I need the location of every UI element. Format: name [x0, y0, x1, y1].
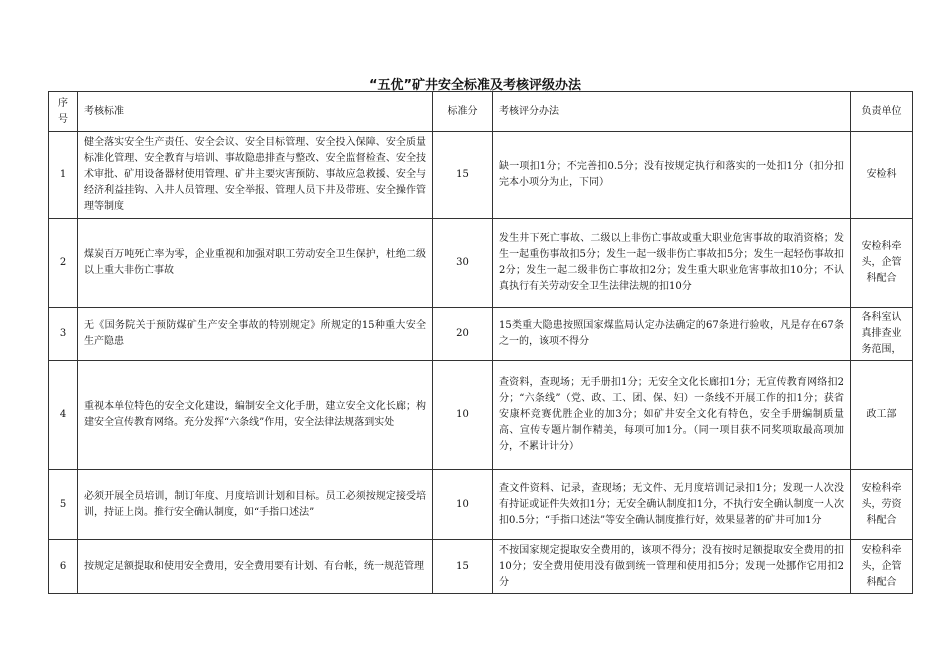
assessment-table: [48, 91, 913, 594]
row-standard: 重视本单位特色的安全文化建设，编制安全文化手册，建立安全文化长廊；构建安全宣传教育网络。充分发挥“六条线”作用，安全法律法规落到实处: [78, 361, 433, 470]
table-row: [49, 540, 913, 594]
row-score: 10: [433, 361, 493, 470]
row-method: 发生井下死亡事故、二级以上非伤亡事故或重大职业危害事故的取消资格；发生一起重伤事故扣5分；发生一起一级非伤亡事故扣5分；发生一起轻伤事故扣2分；发生一起二级非伤亡事故扣2分；发生重大职业危害事故扣10分；不认真执行有关劳动安全卫生法律法规的扣10分: [493, 219, 851, 308]
row-no: 2: [49, 219, 78, 308]
row-method: 15类重大隐患按照国家煤监局认定办法确定的67条进行验收，凡是存在67条之一的，该项不得分: [493, 308, 851, 361]
row-unit: 各科室认真排查业务范围，: [851, 308, 913, 361]
row-method: 查资料，查现场；无手册扣1分；无安全文化长廊扣1分；无宣传教育网络扣2分；“六条线”（党、政、工、团、保、妇）一条线不开展工作的扣1分；获省安康杯竞赛优胜企业的加3分；如矿井安全文化有特色，安全手册编制质量高、宣传专题片制作精美，每项可加1分。（同一项目获不同奖项取最高项加 分，不累计计分）: [493, 361, 851, 470]
row-standard: 必须开展全员培训，制订年度、月度培训计划和目标。员工必须按规定接受培训，持证上岗。推行安全确认制度，如“手指口述法”: [78, 470, 433, 540]
row-no: 5: [49, 470, 78, 540]
row-unit: 安检科: [851, 132, 913, 219]
table-row: [49, 219, 913, 308]
row-unit: 安检科牵头，企管科配合: [851, 540, 913, 594]
table-row: [49, 470, 913, 540]
document-title: “五优”矿井安全标准及考核评级办法: [368, 78, 582, 93]
table-row: [49, 361, 913, 470]
row-unit: 安检科牵头，劳资科配合: [851, 470, 913, 540]
row-method: 缺一项扣1分；不完善扣0.5分；没有按规定执行和落实的一处扣1分（扣分扣完本小项分为止，下同）: [493, 132, 851, 219]
row-standard: 按规定足额提取和使用安全费用，安全费用要有计划、有台帐，统一规范管理: [78, 540, 433, 594]
row-no: 1: [49, 132, 78, 219]
table-header-row: [49, 92, 913, 132]
header-no: 序号: [49, 92, 78, 132]
row-standard: 无《国务院关于预防煤矿生产安全事故的特别规定》所规定的15种重大安全生产隐患: [78, 308, 433, 361]
row-score: 15: [433, 132, 493, 219]
row-method: 查文件资料、记录，查现场；无文件、无月度培训记录扣1分；发现一人次没有持证或证件失效扣1分；无安全确认制度扣1分，不执行安全确认制度一人次扣0.5分；“手指口述法”等安全确认制度推行好，效果显著的矿井可加1分: [493, 470, 851, 540]
row-unit: 安检科牵头，企管科配合: [851, 219, 913, 308]
header-score: 标准分: [433, 92, 493, 132]
row-score: 20: [433, 308, 493, 361]
table-row: [49, 308, 913, 361]
row-standard: 煤炭百万吨死亡率为零，企业重视和加强对职工劳动安全卫生保护，杜绝二级以上重大非伤亡事故: [78, 219, 433, 308]
row-unit: 政工部: [851, 361, 913, 470]
row-no: 4: [49, 361, 78, 470]
row-score: 10: [433, 470, 493, 540]
row-score: 15: [433, 540, 493, 594]
row-no: 6: [49, 540, 78, 594]
header-method: 考核评分办法: [493, 92, 851, 132]
row-standard: 健全落实安全生产责任、安全会议、安全目标管理、安全投入保障、安全质量标准化管理、安全教育与培训、事故隐患排查与整改、安全监督检查、安全技术审批、矿用设备器材使用管理、矿井主要灾害预防、事故应急救援、安全与经济利益挂钩、入井人员管理、安全举报、管理人员下井及带班、安全操作管理等制度: [78, 132, 433, 219]
row-score: 30: [433, 219, 493, 308]
row-method: 不按国家规定提取安全费用的，该项不得分；没有按时足额提取安全费用的扣10分；安全费用使用没有做到统一管理和使用扣5分；发现一处挪作它用扣2分: [493, 540, 851, 594]
table-row: [49, 132, 913, 219]
row-no: 3: [49, 308, 78, 361]
header-unit: 负责单位: [851, 92, 913, 132]
header-standard: 考核标准: [78, 92, 433, 132]
